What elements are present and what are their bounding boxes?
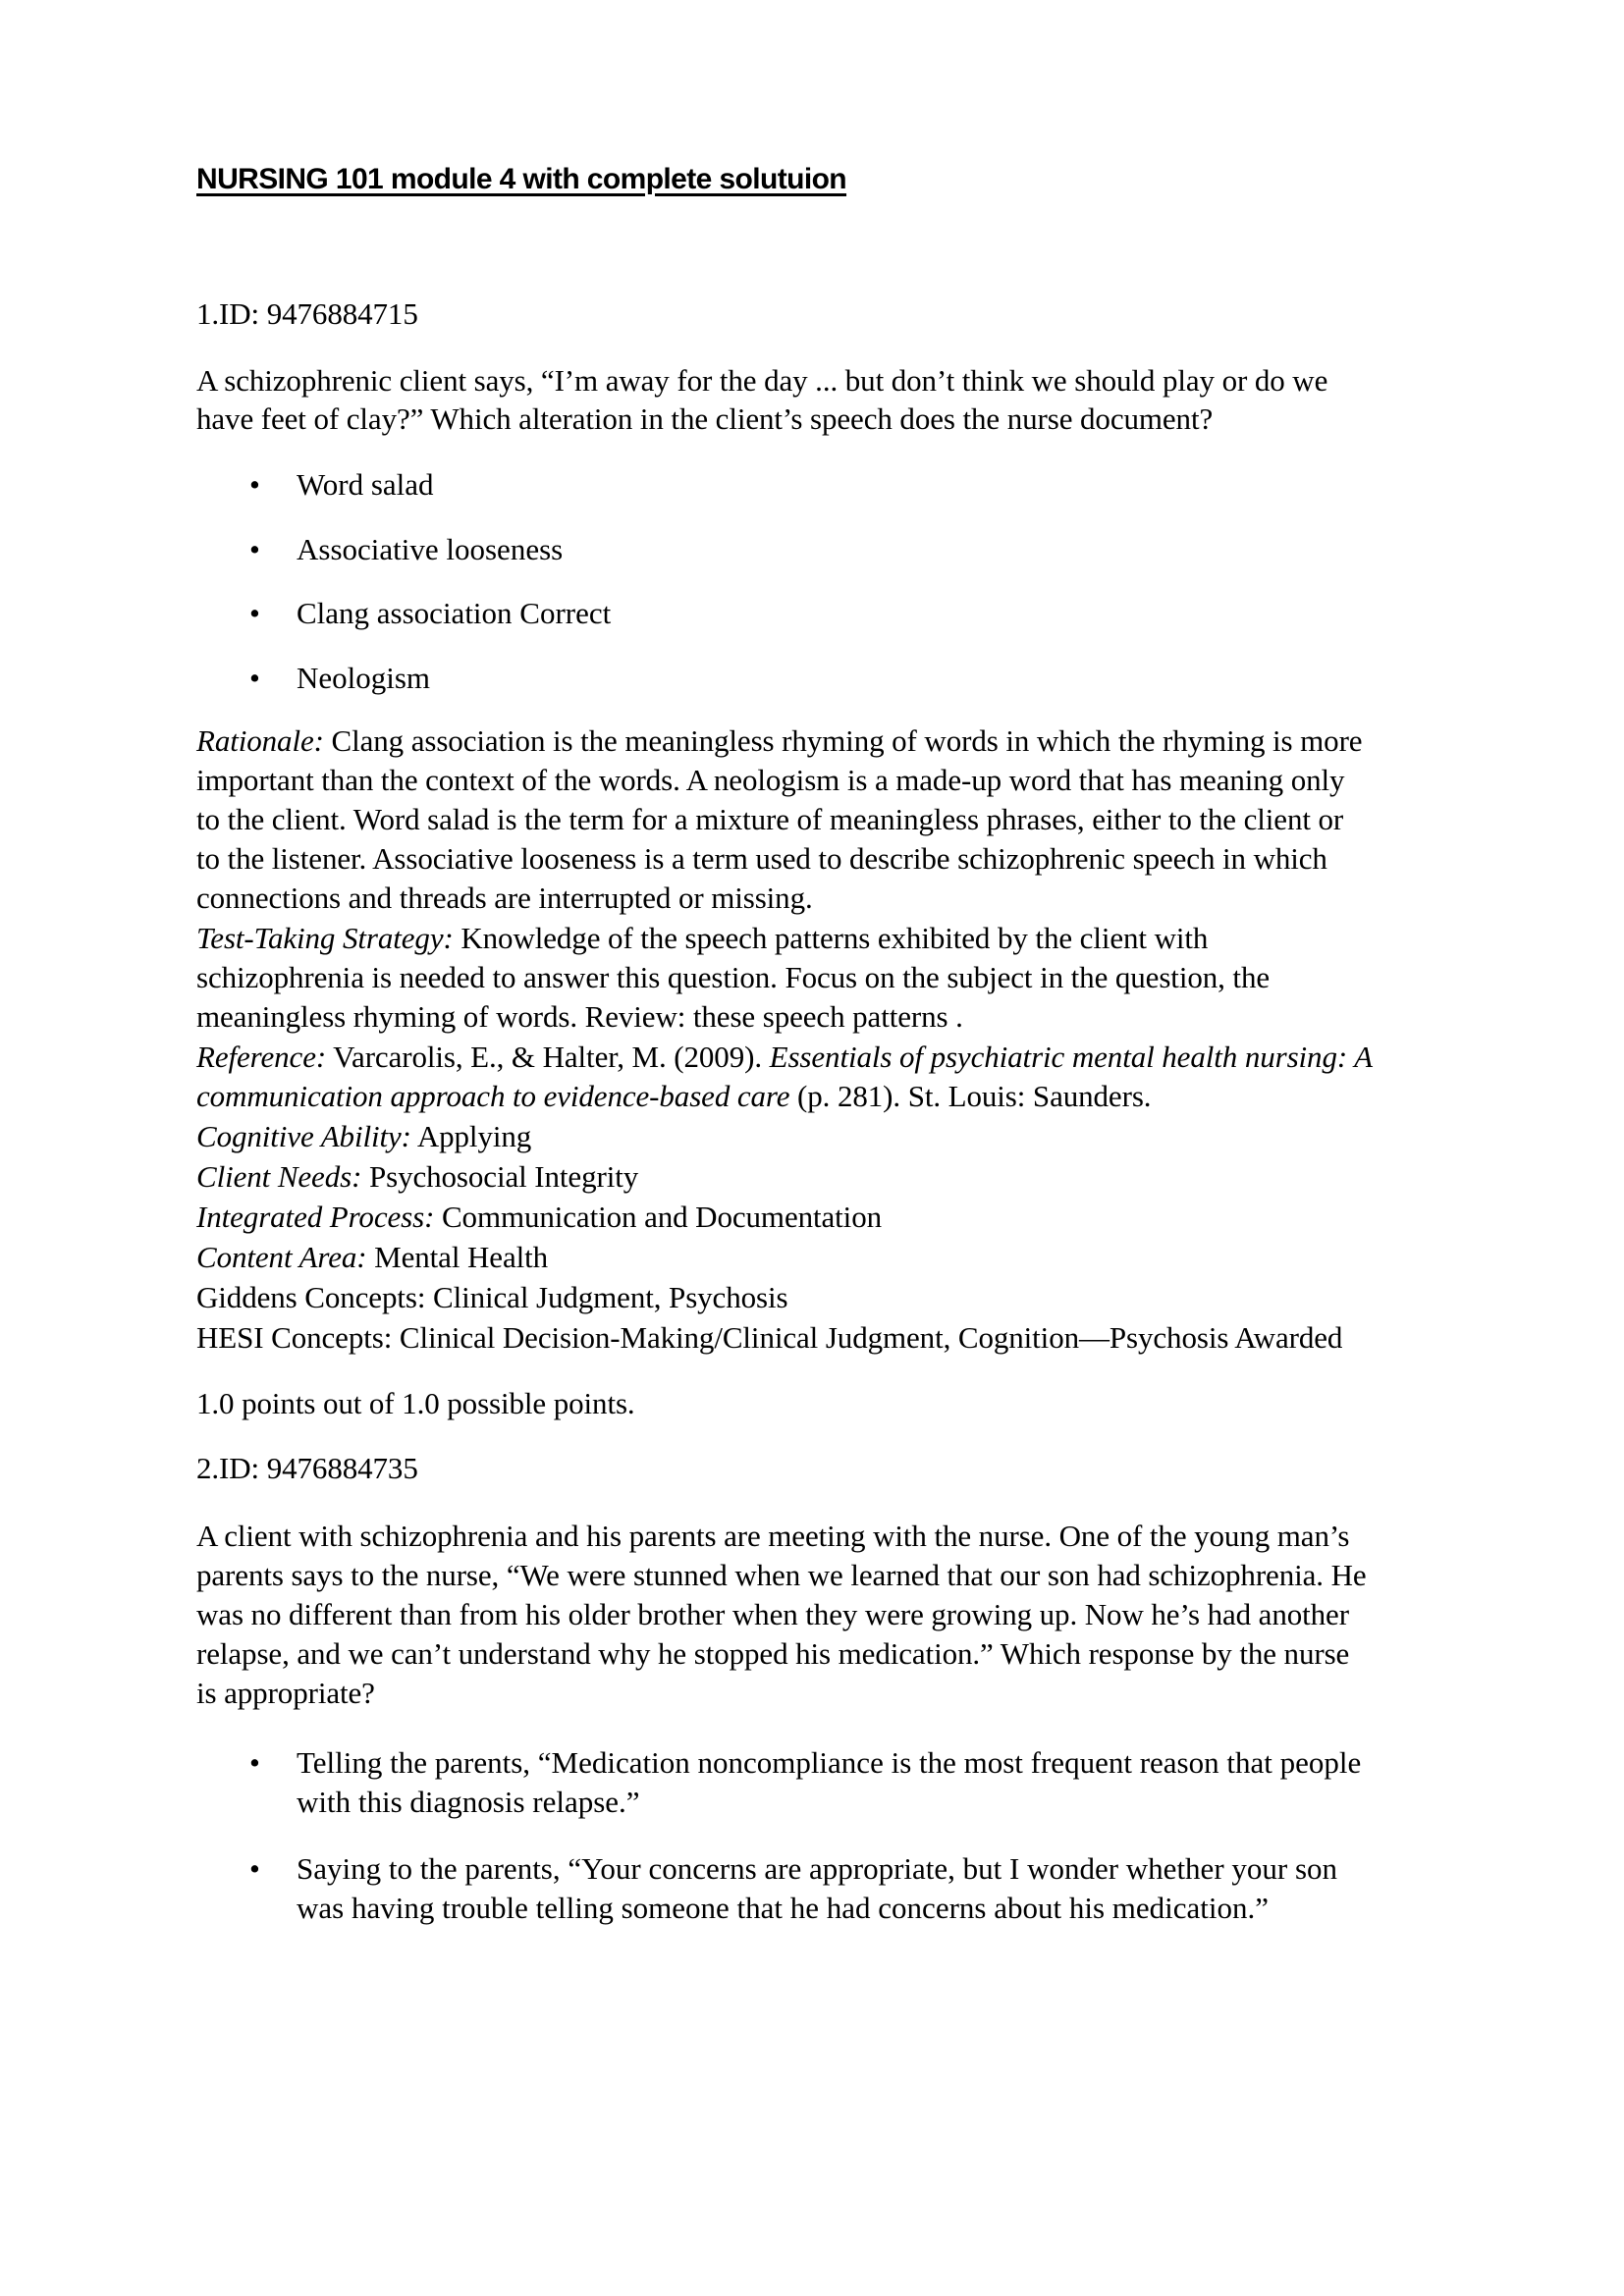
bullet-icon: • <box>249 532 260 566</box>
reference-line <box>196 1077 1151 1116</box>
giddens-concepts: Giddens Concepts: Clinical Judgment, Psychosis <box>196 1280 788 1314</box>
question-1-option: Neologism <box>297 661 431 695</box>
integrated-process-value: Communication and Documentation <box>434 1200 882 1234</box>
content-area <box>196 1238 548 1277</box>
cognitive-ability <box>196 1117 531 1156</box>
reference-label: Reference: <box>196 1040 327 1074</box>
question-2-stem-line: was no different than from his older brother when they were growing up. Now he’s had another <box>196 1597 1349 1631</box>
rationale-line <box>196 721 1362 761</box>
strategy-line: meaningless rhyming of words. Review: these speech patterns . <box>196 999 963 1034</box>
integrated-process-label: Integrated Process: <box>196 1200 435 1234</box>
strategy-text: Knowledge of the speech patterns exhibited by the client with <box>453 921 1209 955</box>
question-1-score: 1.0 points out of 1.0 possible points. <box>196 1386 635 1420</box>
client-needs-label: Client Needs: <box>196 1159 362 1194</box>
client-needs-value: Psychosocial Integrity <box>361 1159 639 1194</box>
reference-book-title: Essentials of psychiatric mental health nursing: A <box>769 1040 1374 1074</box>
question-2-option-line: Saying to the parents, “Your concerns are appropriate, but I wonder whether your son <box>297 1851 1338 1886</box>
rationale-line: to the listener. Associative looseness is a term used to describe schizophrenic speech in which <box>196 841 1327 876</box>
content-area-label: Content Area: <box>196 1240 367 1274</box>
question-1-option-correct: Clang association Correct <box>297 596 612 630</box>
question-2-id: 2.ID: 9476884735 <box>196 1451 418 1485</box>
rationale-text: Clang association is the meaningless rhyming of words in which the rhyming is more <box>323 723 1363 758</box>
reference-book-title: communication approach to evidence-based care <box>196 1079 790 1113</box>
bullet-icon: • <box>249 467 260 502</box>
hesi-concepts: HESI Concepts: Clinical Decision-Making/Clinical Judgment, Cognition—Psychosis Awarded <box>196 1320 1343 1355</box>
question-2-stem-line: relapse, and we can’t understand why he stopped his medication.” Which response by the nurse <box>196 1636 1350 1671</box>
cognitive-ability-value: Applying <box>410 1119 532 1153</box>
question-2-stem-line: is appropriate? <box>196 1676 375 1710</box>
question-1-stem-line: have feet of clay?” Which alteration in the client’s speech does the nurse document? <box>196 401 1214 436</box>
strategy-line <box>196 919 1208 958</box>
reference-authors: Varcarolis, E., & Halter, M. (2009). <box>326 1040 770 1074</box>
question-2-stem-line: parents says to the nurse, “We were stunned when we learned that our son had schizophrenia. He <box>196 1558 1367 1592</box>
rationale-line: important than the context of the words. A neologism is a made-up word that has meaning only <box>196 763 1345 797</box>
question-2-option-line: with this diagnosis relapse.” <box>297 1785 640 1819</box>
rationale-line: to the client. Word salad is the term for a mixture of meaningless phrases, either to the client or <box>196 802 1344 836</box>
strategy-label: Test-Taking Strategy: <box>196 921 454 955</box>
question-1-stem-line: A schizophrenic client says, “I’m away for the day ... but don’t think we should play or do we <box>196 363 1328 398</box>
question-2-option-line: was having trouble telling someone that he had concerns about his medication.” <box>297 1891 1270 1925</box>
question-1-option: Word salad <box>297 467 434 502</box>
rationale-label: Rationale: <box>196 723 324 758</box>
reference-line <box>196 1038 1373 1077</box>
bullet-icon: • <box>249 1745 260 1780</box>
integrated-process <box>196 1198 882 1237</box>
question-2-option-line: Telling the parents, “Medication noncompliance is the most frequent reason that people <box>297 1745 1362 1780</box>
bullet-icon: • <box>249 596 260 630</box>
question-2-stem-line: A client with schizophrenia and his parents are meeting with the nurse. One of the young man’s <box>196 1519 1350 1553</box>
cognitive-ability-label: Cognitive Ability: <box>196 1119 411 1153</box>
client-needs <box>196 1157 638 1197</box>
content-area-value: Mental Health <box>366 1240 549 1274</box>
strategy-line: schizophrenia is needed to answer this question. Focus on the subject in the question, the <box>196 960 1270 994</box>
bullet-icon: • <box>249 661 260 695</box>
bullet-icon: • <box>249 1851 260 1886</box>
reference-publisher: (p. 281). St. Louis: Saunders. <box>789 1079 1152 1113</box>
rationale-line: connections and threads are interrupted or missing. <box>196 881 813 915</box>
document-title: NURSING 101 module 4 with complete solutuion <box>196 163 847 195</box>
question-1-id: 1.ID: 9476884715 <box>196 296 418 331</box>
question-1-option: Associative looseness <box>297 532 564 566</box>
